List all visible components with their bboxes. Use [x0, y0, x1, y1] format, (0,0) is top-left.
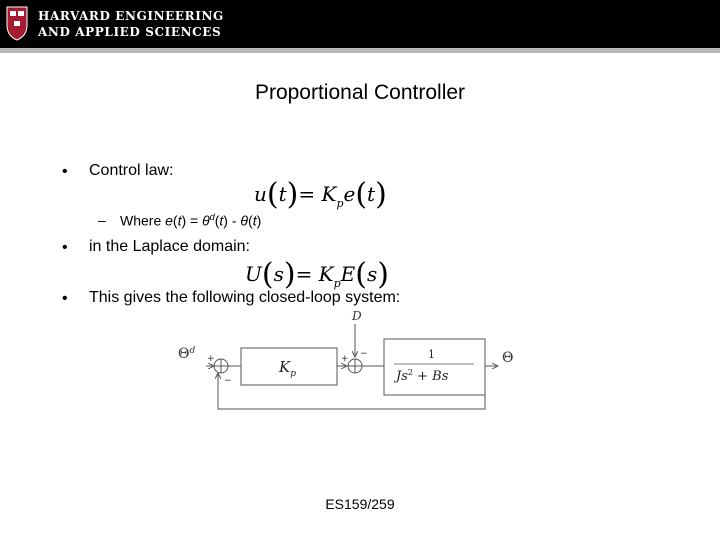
- disturbance-label: D: [352, 309, 362, 323]
- sum1-minus-sign: −: [224, 376, 232, 386]
- bullet-control-law: Control law:: [89, 162, 174, 179]
- input-theta-d-label: $\Theta^d$: [178, 346, 196, 362]
- summing-junction-2: [348, 359, 362, 373]
- control-law-equation: $u(t)= K_pe(t)$: [254, 177, 387, 212]
- controller-gain-label: $K_p$: [279, 358, 296, 379]
- sum2-plus-sign: +: [341, 354, 349, 364]
- plant-denominator: $Js^2 + Bs$: [396, 368, 449, 384]
- slide-title: Proportional Controller: [254, 81, 466, 104]
- sum2-minus-sign: −: [360, 349, 368, 359]
- sub-bullet-error-definition: Where $e(t) = \theta^d(t) - \theta(t)$: [120, 212, 262, 229]
- logo-line-2: AND APPLIED SCIENCES: [38, 25, 222, 39]
- bullet-marker: •: [62, 239, 68, 256]
- bullet-marker: •: [62, 290, 68, 307]
- plant-numerator: 1: [428, 348, 435, 361]
- slide-footer: ES159/259: [325, 496, 395, 512]
- summing-junction-1: [214, 359, 228, 373]
- logo-line-1: HARVARD ENGINEERING: [38, 9, 224, 23]
- bullet-marker: •: [62, 163, 68, 180]
- laplace-equation: $U(s)= K_pE(s)$: [245, 257, 389, 292]
- bullet-laplace: in the Laplace domain:: [89, 238, 250, 255]
- output-theta-label: Θ: [502, 350, 514, 366]
- sub-bullet-marker: –: [98, 212, 106, 228]
- sum1-plus-sign: +: [207, 354, 215, 364]
- bullet-closed-loop: This gives the following closed-loop system:: [89, 289, 401, 306]
